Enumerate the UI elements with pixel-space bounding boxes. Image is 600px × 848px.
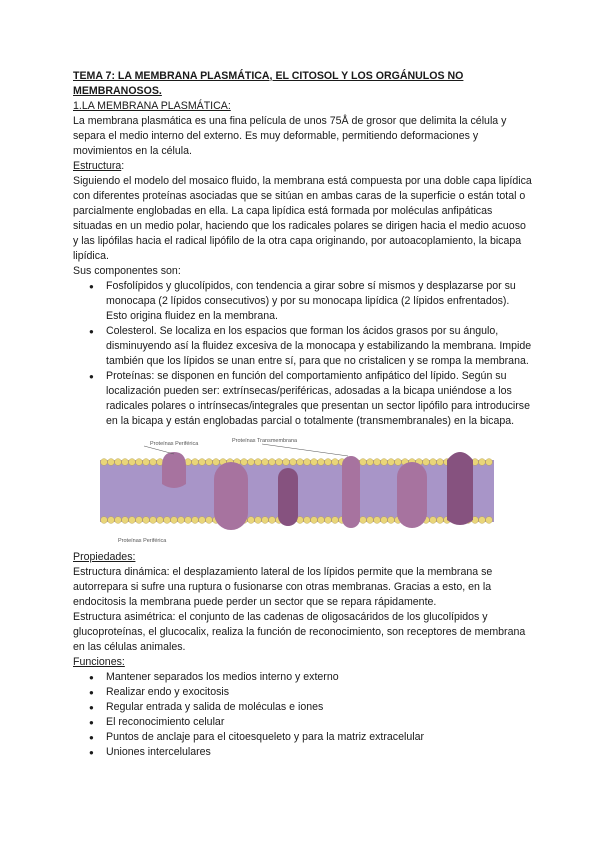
lipid-head <box>164 517 171 524</box>
lipid-head <box>318 459 325 466</box>
lipid-head <box>262 517 269 524</box>
figure-label-left: Proteínas Periférica <box>150 441 199 447</box>
lipid-head <box>311 459 318 466</box>
propiedades-heading: Propiedades: <box>73 551 136 563</box>
estructura-heading-colon: : <box>121 160 125 172</box>
lipid-head <box>479 459 486 466</box>
lipid-head <box>171 517 178 524</box>
list-item: ● Fosfolípidos y glucolípidos, con tendencia a girar sobre sí mismos y desplazarse por su monocapa (2 lípidos consecutivos) y por su monocapa lipídica (2 lípidos enfrentados). Esto origina fluidez en la membrana. <box>106 279 533 324</box>
lipid-head <box>374 517 381 524</box>
list-item: ● Colesterol. Se localiza en los espacios que forman los ácidos grasos por su ángulo, disminuyendo así la fluidez excesiva de la monocapa y estabilizando la membrana. Impide también que los lípidos se unan entre sí, para que no cristalicen y se rompa la membrana. <box>106 324 533 369</box>
list-item: ● Mantener separados los medios interno y externo <box>106 670 533 685</box>
lipid-head <box>206 517 213 524</box>
membrane-figure <box>92 434 497 550</box>
lipid-head <box>332 459 339 466</box>
lipid-head <box>115 459 122 466</box>
lipid-head <box>325 517 332 524</box>
lipid-head <box>115 517 122 524</box>
lipid-head <box>199 459 206 466</box>
transmembrane-protein <box>397 462 427 528</box>
lipid-head <box>290 459 297 466</box>
lipid-head <box>136 517 143 524</box>
lipid-head <box>192 459 199 466</box>
lipid-head <box>185 517 192 524</box>
propiedades-dinamica: Estructura dinámica: el desplazamiento lateral de los lípidos permite que la membrana se autorrepara si sufre una ruptura o fusionarse con otras membranas. Gracias a esto, en la endocitosis la membrana puede perder un sector que se repara rápidamente. <box>73 566 493 608</box>
componentes-intro: Sus componentes son: <box>73 265 181 277</box>
funciones-list <box>73 670 533 760</box>
channel-protein <box>278 468 298 526</box>
peripheral-protein <box>162 452 186 488</box>
lipid-head <box>248 517 255 524</box>
transmembrane-protein <box>447 452 473 525</box>
list-item: ● Realizar endo y exocitosis <box>106 685 533 700</box>
lipid-head <box>108 517 115 524</box>
lipid-head <box>311 517 318 524</box>
propiedades-asimetrica: Estructura asimétrica: el conjunto de las cadenas de oligosacáridos de los glucolípidos y glucoproteínas, el glucocalix, realiza la función de reconocimiento, son receptores de membrana en las células animales. <box>73 611 526 653</box>
lipid-head <box>318 517 325 524</box>
lipid-head <box>129 459 136 466</box>
list-item: ● Puntos de anclaje para el citoesqueleto y para la matriz extracelular <box>106 730 533 745</box>
intro-paragraph: La membrana plasmática es una fina película de unos 75Å de grosor que delimita la célula y separa el medio interno del externo. Es muy deformable, permitiendo deformaciones y movimientos en la célula. <box>73 115 507 157</box>
lipid-head <box>437 459 444 466</box>
lipid-head <box>206 459 213 466</box>
list-item: ● Uniones intercelulares <box>106 745 533 760</box>
lipid-head <box>157 517 164 524</box>
lipid-head <box>108 459 115 466</box>
page-title: TEMA 7: LA MEMBRANA PLASMÁTICA, EL CITOSOL Y LOS ORGÁNULOS NO MEMBRANOSOS. <box>73 70 464 97</box>
lipid-head <box>143 459 150 466</box>
lipid-head <box>262 459 269 466</box>
lipid-head <box>395 459 402 466</box>
lipid-head <box>388 459 395 466</box>
lipid-head <box>178 517 185 524</box>
lipid-head <box>430 459 437 466</box>
lipid-head <box>430 517 437 524</box>
lipid-head <box>437 517 444 524</box>
lipid-head <box>297 459 304 466</box>
membrane-illustration <box>92 434 497 550</box>
lipid-head <box>374 459 381 466</box>
lipid-head <box>192 517 199 524</box>
lipid-head <box>304 517 311 524</box>
funciones-heading: Funciones: <box>73 656 125 668</box>
list-item: ● Regular entrada y salida de moléculas e iones <box>106 700 533 715</box>
lipid-head <box>101 517 108 524</box>
lipid-head <box>150 459 157 466</box>
document-body <box>73 69 533 760</box>
lipid-head <box>276 459 283 466</box>
lipid-head <box>269 459 276 466</box>
lipid-head <box>360 459 367 466</box>
lipid-head <box>332 517 339 524</box>
lipid-head <box>367 459 374 466</box>
lipid-head <box>423 459 430 466</box>
section-heading: 1.LA MEMBRANA PLASMÁTICA: <box>73 100 231 112</box>
lipid-head <box>283 459 290 466</box>
lipid-head <box>360 517 367 524</box>
list-item: ● Proteínas: se disponen en función del comportamiento anfipático del lípido. Según su localización pueden ser: extrínsecas/periféricas, adosadas a la bicapa uniéndose a los radicales polares o intrínsecas/integrales que presentan un sector lipófilo para introducirse en la bicapa y están englobadas parcial o totalmente (transmembranales) en la bicapa. <box>106 369 533 429</box>
lipid-head <box>388 517 395 524</box>
componentes-list <box>73 279 533 429</box>
lipid-head <box>122 459 129 466</box>
estructura-paragraph: Siguiendo el modelo del mosaico fluido, la membrana está compuesta por una doble capa lipídica con diferentes proteínas asociadas que se sitúan en ambas caras de la superficie o están total o parcialmente englobadas en ella. La capa lipídica está formada por moléculas anfipáticas situadas en un medio polar, haciendo que los radicales polares se dirigen hacia el medio acuoso y las lipófilas hacia el radical lipófilo de la otra capa originando, por autoacoplamiento, la bicapa lipídica. <box>73 175 532 262</box>
figure-label-bottom: Proteínas Periférica <box>118 538 167 544</box>
list-item: ● El reconocimiento celular <box>106 715 533 730</box>
lipid-head <box>213 459 220 466</box>
lipid-head <box>381 459 388 466</box>
lipid-head <box>269 517 276 524</box>
lipid-head <box>367 517 374 524</box>
lipid-head <box>150 517 157 524</box>
lipid-head <box>241 459 248 466</box>
lipid-head <box>129 517 136 524</box>
lipid-head <box>122 517 129 524</box>
lipid-head <box>199 517 206 524</box>
lipid-head <box>143 517 150 524</box>
lipid-head <box>255 459 262 466</box>
estructura-heading-line <box>73 159 533 174</box>
lipid-head <box>381 517 388 524</box>
lipid-head <box>479 517 486 524</box>
lipid-head <box>486 517 493 524</box>
lipid-head <box>248 459 255 466</box>
transmembrane-protein <box>342 456 360 528</box>
estructura-heading: Estructura <box>73 160 122 172</box>
figure-label-top: Proteínas Transmembrana <box>232 438 298 444</box>
lipid-head <box>486 459 493 466</box>
lipid-head <box>255 517 262 524</box>
lipid-head <box>136 459 143 466</box>
lipid-head <box>101 459 108 466</box>
lipid-head <box>325 459 332 466</box>
integral-protein <box>214 462 248 530</box>
lipid-head <box>304 459 311 466</box>
